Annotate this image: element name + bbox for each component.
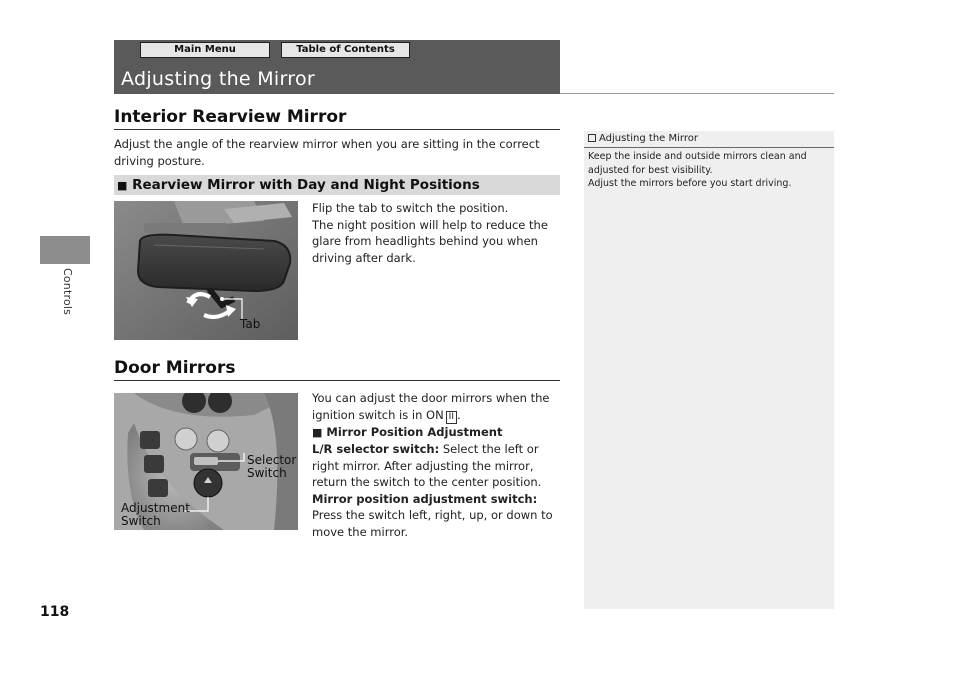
header-rule	[560, 93, 834, 94]
step-line: Flip the tab to switch the position.	[312, 201, 509, 215]
ignition-on-icon: II	[446, 411, 457, 424]
door-mirrors-body	[312, 390, 560, 540]
door-intro: You can adjust the door mirrors when the ignition switch is in ON II .	[312, 391, 550, 422]
section-rule	[114, 129, 560, 130]
lr-selector-paragraph	[312, 441, 560, 491]
adjustment-text: Press the switch left, right, up, or down to move the mirror.	[312, 508, 553, 539]
callout-line: Switch	[247, 466, 287, 480]
callout-line: Selector	[247, 453, 297, 467]
adjustment-paragraph	[312, 491, 560, 541]
lr-selector-label: L/R selector switch:	[312, 442, 440, 456]
day-night-subhead	[117, 177, 480, 193]
section-tab	[40, 236, 90, 264]
sidebar-line: adjusted for best visibility.	[588, 164, 713, 176]
rearview-mirror-photo	[114, 201, 298, 340]
interior-mirror-heading: Interior Rearview Mirror	[114, 107, 347, 127]
callout-line: Switch	[121, 514, 161, 528]
step-line: The night position will help to reduce the glare from headlights behind you when driving after dark.	[312, 217, 548, 265]
door-mirrors-heading: Door Mirrors	[114, 358, 236, 378]
page-title: Adjusting the Mirror	[121, 68, 316, 90]
mirror-position-subhead	[312, 424, 560, 442]
table-of-contents-button[interactable]: Table of Contents	[281, 42, 410, 58]
adjustment-switch-callout	[121, 502, 190, 528]
door-intro-text: You can adjust the door mirrors when the ignition switch is in ON	[312, 391, 550, 422]
sidebar-note-text	[588, 150, 828, 191]
adjustment-label: Mirror position adjustment switch:	[312, 491, 538, 506]
interior-steps	[312, 200, 560, 266]
interior-intro-text: Adjust the angle of the rearview mirror when you are sitting in the correct driving posture.	[114, 137, 540, 168]
mirror-position-subhead-text: Mirror Position Adjustment	[326, 424, 503, 439]
callout-line: Adjustment	[121, 501, 190, 515]
day-night-subhead-text: Rearview Mirror with Day and Night Positions	[132, 177, 480, 193]
sidebar-line: Adjust the mirrors before you start driving.	[588, 178, 792, 189]
section-label: Controls	[61, 268, 74, 316]
section-rule	[114, 380, 560, 381]
sidebar-title-text: Adjusting the Mirror	[599, 133, 698, 144]
page-number: 118	[40, 604, 70, 620]
square-bullet-icon: ■	[312, 425, 323, 439]
sidebar-line: Keep the inside and outside mirrors clean and	[588, 151, 807, 162]
sidebar-note-panel	[584, 131, 834, 609]
lr-selector-text: Select the left or right mirror. After adjusting the mirror, return the switch to the center position.	[312, 442, 542, 489]
main-menu-button[interactable]: Main Menu	[140, 42, 270, 58]
selector-switch-callout	[247, 454, 296, 480]
tab-callout: Tab	[240, 317, 261, 331]
square-bullet-icon: ■	[117, 179, 128, 192]
sidebar-note-title	[588, 133, 698, 144]
sidebar-rule	[584, 147, 834, 148]
note-icon	[588, 134, 596, 142]
